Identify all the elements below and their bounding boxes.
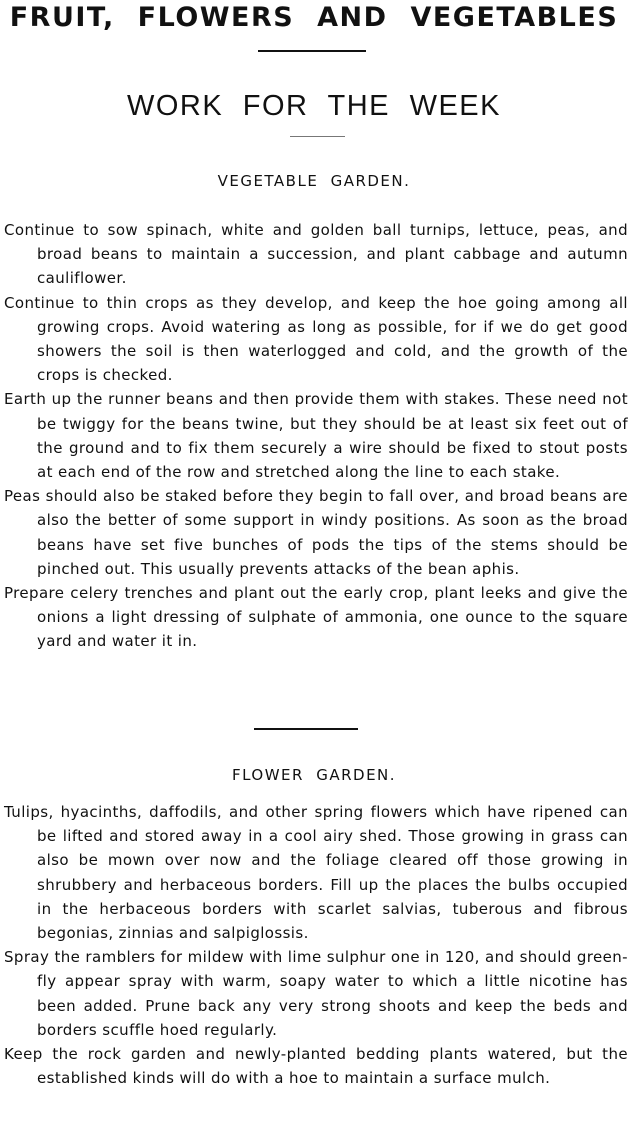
section-divider bbox=[254, 728, 358, 730]
page-masthead: FRUIT, FLOWERS AND VEGETABLES bbox=[9, 2, 619, 33]
section-body-flower-garden bbox=[0, 800, 628, 1090]
article-title: WORK FOR THE WEEK bbox=[127, 90, 501, 122]
paragraph: Keep the rock garden and newly-planted bedding plants watered, but the established kinds will do with a hoe to maintain a surface mulch. bbox=[4, 1045, 628, 1088]
section-body-vegetable-garden bbox=[0, 218, 628, 654]
paragraph: Continue to sow spinach, white and golden ball turnips, lettuce, peas, and broad beans to maintain a succession, and plant cabbage and autumn cauliflower. bbox=[4, 221, 628, 288]
paragraph: Continue to thin crops as they develop, and keep the hoe going among all growing crops. Avoid watering as long as possible, for if we do get good showers the soil is then waterlogged and cold, and the growth of the crops is checked. bbox=[4, 293, 628, 385]
paragraph: Spray the ramblers for mildew with lime sulphur one in 120, and should green-fly appear spray with warm, soapy water to which a little nicotine has been added. Prune back any very strong shoots and keep the beds and borders scuffle hoed regularly. bbox=[4, 948, 628, 1039]
section-heading-flower-garden: FLOWER GARDEN. bbox=[231, 766, 397, 784]
paragraph: Tulips, hyacinths, daffodils, and other spring flowers which have ripened can be lifted and stored away in a cool airy shed. Those growing in grass can also be mown over now and the foliage cleared off those growing in shrubbery and herbaceous borders. Fill up the places the bulbs occupied in the herbaceous borders with scarlet salvias, tuberous and fibrous begonias, zinnias and salpiglossis. bbox=[4, 803, 628, 943]
masthead-divider bbox=[258, 50, 366, 52]
paragraph: Peas should also be staked before they begin to fall over, and broad beans are also the better of some support in windy positions. As soon as the broad beans have set five bunches of pods the tips of the stems should be pinched out. This usually prevents attacks of the bean aphis. bbox=[4, 487, 628, 578]
paragraph: Earth up the runner beans and then provide them with stakes. These need not be twiggy for the beans twine, but they should be at least six feet out of the ground and to fix them securely a wire should be fixed to stout posts at each end of the row and stretched along the line to each stake. bbox=[4, 390, 628, 482]
title-divider bbox=[290, 136, 345, 137]
paragraph: Prepare celery trenches and plant out the early crop, plant leeks and give the onions a light dressing of sulphate of ammonia, one ounce to the square yard and water it in. bbox=[4, 584, 628, 651]
section-heading-vegetable-garden: VEGETABLE GARDEN. bbox=[217, 172, 411, 190]
